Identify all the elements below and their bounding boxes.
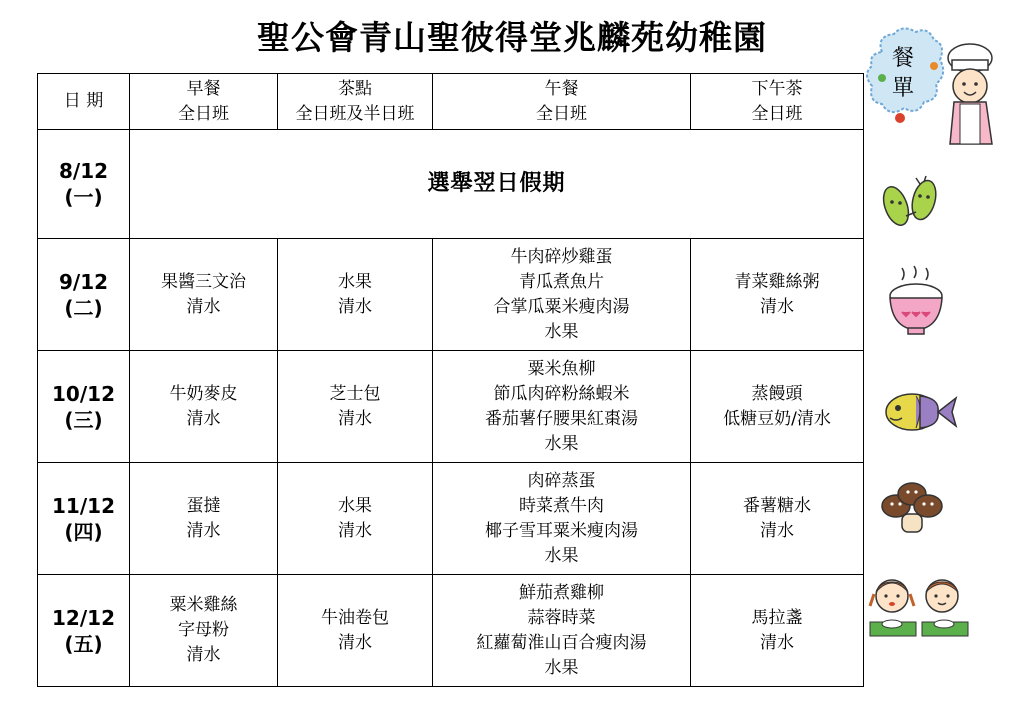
- menu-item: 清水: [338, 632, 372, 653]
- menu-item: 清水: [338, 408, 372, 429]
- menu-item: 蛋撻: [186, 495, 221, 516]
- snack-cell: [278, 575, 433, 687]
- menu-item: 水果: [338, 495, 372, 516]
- menu-item: 清水: [338, 296, 372, 317]
- snack-cell: [278, 239, 433, 351]
- header-class: 全日班: [536, 103, 587, 124]
- menu-item: 水果: [544, 657, 579, 678]
- menu-item: 牛油卷包: [321, 607, 389, 628]
- header-class: 全日班及半日班: [295, 103, 415, 124]
- date: 11/12: [52, 493, 115, 518]
- header-meal: 午餐: [544, 78, 579, 99]
- menu-item: 清水: [338, 520, 372, 541]
- children-eating-icon: [864, 572, 972, 646]
- header-snack: [278, 74, 433, 130]
- menu-item: 紅蘿蔔淮山百合瘦肉湯: [476, 632, 647, 653]
- page-title: 聖公會青山聖彼得堂兆麟苑幼稚園: [257, 18, 767, 57]
- holiday-label: 選舉翌日假期: [427, 170, 566, 196]
- tea-cell: [691, 239, 864, 351]
- menu-item: 清水: [186, 645, 221, 665]
- menu-item: 合掌瓜粟米瘦肉湯: [493, 296, 630, 317]
- date-cell: [38, 575, 130, 687]
- menu-item: 青瓜煮魚片: [519, 271, 604, 292]
- menu-item: 番茄薯仔腰果紅棗湯: [485, 408, 638, 429]
- header-meal: 早餐: [186, 78, 221, 99]
- chef-icon: [862, 22, 1012, 146]
- menu-item: 鮮茄煮雞柳: [519, 582, 604, 603]
- menu-item: 蒸饅頭: [751, 383, 803, 404]
- table-row: [38, 575, 864, 687]
- date: 9/12: [58, 269, 109, 294]
- date: 8/12: [58, 159, 109, 183]
- menu-item: 椰子雪耳粟米瘦肉湯: [485, 520, 638, 541]
- menu-item: 字母粉: [178, 620, 229, 640]
- header-date: 日 期: [38, 74, 130, 130]
- header-class: 全日班: [178, 103, 229, 124]
- breakfast-cell: [130, 239, 278, 351]
- date-cell: [38, 351, 130, 463]
- menu-item: 低糖豆奶/清水: [723, 408, 831, 429]
- menu-item: 清水: [760, 296, 794, 317]
- header-lunch: [433, 74, 691, 130]
- menu-item: 芝士包: [329, 383, 381, 404]
- table-row: [38, 130, 864, 239]
- menu-item: 肉碎蒸蛋: [527, 470, 596, 491]
- menu-item: 時菜煮牛肉: [519, 495, 604, 516]
- breakfast-cell: [130, 575, 278, 687]
- menu-item: 番薯糖水: [743, 495, 811, 516]
- mushroom-icon: [876, 476, 946, 542]
- menu-item: 蒜蓉時菜: [527, 607, 596, 628]
- lunch-cell: [433, 239, 691, 351]
- menu-badge: [862, 22, 1012, 146]
- lunch-cell: [433, 463, 691, 575]
- weekday: (三): [64, 407, 103, 432]
- date-cell: [38, 130, 130, 239]
- snack-cell: [278, 351, 433, 463]
- menu-item: 水果: [338, 271, 372, 292]
- menu-item: 牛肉碎炒雞蛋: [510, 246, 613, 267]
- tea-cell: [691, 351, 864, 463]
- badge-char: 單: [892, 76, 915, 101]
- header-meal: 茶點: [338, 78, 372, 99]
- badge-char: 餐: [892, 46, 915, 71]
- table-row: [38, 239, 864, 351]
- weekday: (四): [64, 519, 103, 544]
- menu-item: 馬拉盞: [751, 607, 803, 628]
- table-row: [38, 463, 864, 575]
- rice-bowl-icon: [880, 262, 952, 344]
- holiday-cell: [130, 130, 864, 239]
- snack-cell: [278, 463, 433, 575]
- lunch-cell: [433, 351, 691, 463]
- menu-item: 水果: [544, 433, 579, 454]
- menu-item: 節瓜肉碎粉絲蝦米: [493, 383, 630, 404]
- fish-icon: [880, 382, 958, 444]
- menu-item: 粟米雞絲: [169, 595, 238, 615]
- date: 10/12: [52, 381, 115, 406]
- menu-item: 水果: [544, 545, 579, 566]
- menu-item: 牛奶麥皮: [169, 383, 238, 404]
- date-cell: [38, 463, 130, 575]
- breakfast-cell: [130, 351, 278, 463]
- menu-item: 粟米魚柳: [527, 358, 596, 379]
- pea-pod-icon: [876, 172, 946, 236]
- header-class: 全日班: [751, 103, 803, 124]
- lunch-cell: [433, 575, 691, 687]
- breakfast-cell: [130, 463, 278, 575]
- weekday: (二): [64, 295, 103, 320]
- menu-item: 清水: [186, 296, 221, 317]
- tea-cell: [691, 575, 864, 687]
- weekday: (一): [64, 185, 103, 209]
- menu-item: 清水: [186, 520, 221, 541]
- menu-item: 果醬三文治: [161, 271, 246, 292]
- menu-item: 水果: [544, 321, 579, 342]
- header-row: [38, 74, 864, 130]
- header-tea: [691, 74, 864, 130]
- menu-item: 清水: [760, 520, 794, 541]
- header-meal: 下午茶: [751, 78, 803, 99]
- weekday: (五): [64, 631, 103, 656]
- header-breakfast: [130, 74, 278, 130]
- tea-cell: [691, 463, 864, 575]
- date-cell: [38, 239, 130, 351]
- menu-item: 青菜雞絲粥: [734, 271, 820, 292]
- menu-table: [37, 73, 864, 687]
- table-row: [38, 351, 864, 463]
- menu-item: 清水: [760, 632, 794, 653]
- date: 12/12: [52, 605, 115, 630]
- menu-item: 清水: [186, 408, 221, 429]
